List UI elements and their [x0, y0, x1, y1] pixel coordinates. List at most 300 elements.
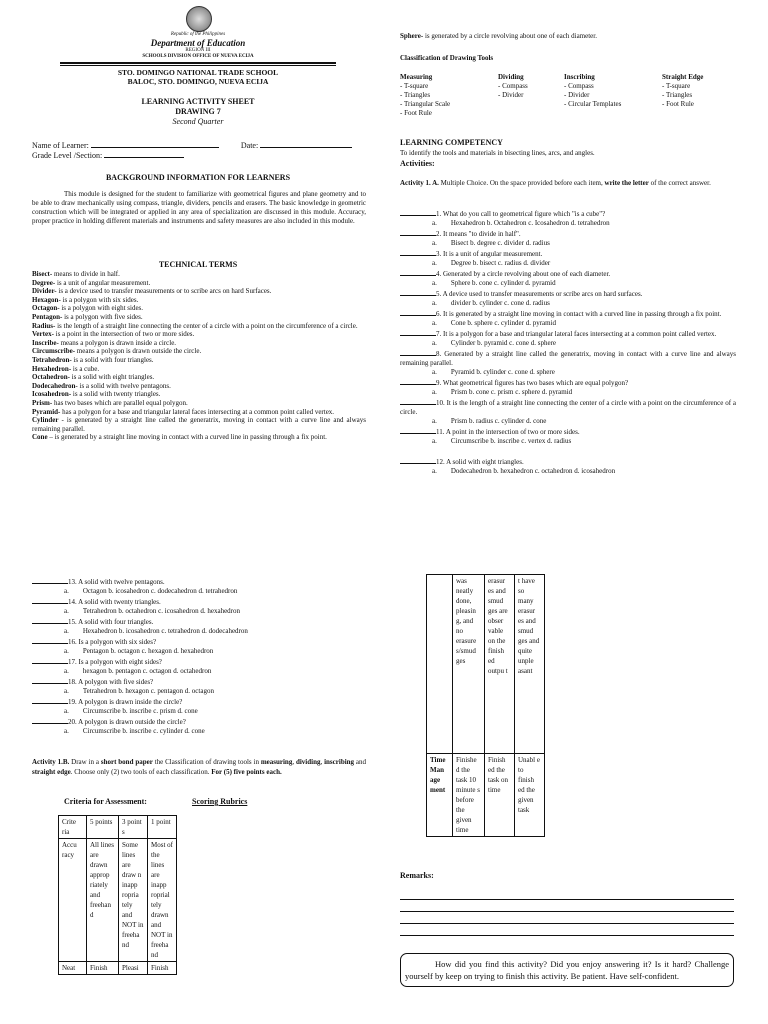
question-text: 11. A point in the intersection of two or more sides. [436, 428, 580, 436]
remarks-line[interactable] [400, 890, 734, 900]
options-text: Bisect b. degree c. divider d. radius [450, 239, 550, 247]
question-line [32, 636, 368, 647]
table-cell: 5 points [87, 816, 119, 839]
term-name: Cylinder [32, 416, 59, 425]
answer-options [400, 388, 736, 397]
term-definition: – is generated by a straight line moving in contact with a curved line in passing through a fix point. [47, 433, 327, 442]
table-cell: t have so many erasur es and smud ges and quite unple asant [515, 575, 545, 754]
table-cell: Crite ria [59, 816, 87, 839]
options-text: Circumscribe b. inscribe c. vertex d. radius [450, 437, 572, 445]
question-item [400, 377, 736, 397]
quarter-label: Second Quarter [172, 117, 224, 126]
question-line [32, 616, 368, 627]
table-cell: Some lines are draw n inapp ropria tely and NOT in freeha nd [119, 839, 148, 962]
term-name: Hexahedron- [32, 364, 72, 373]
answer-blank[interactable] [400, 426, 436, 434]
options-text: Octagon b. icosahedron c. dodecahedron d. tetrahedron [82, 587, 238, 595]
division-line: SCHOOLS DIVISION OFFICE OF NUEVA ECIJA [142, 54, 254, 59]
classification-item: - Triangles [662, 91, 693, 99]
rubric-table-right [426, 574, 545, 837]
term-item [32, 339, 366, 348]
activity1b-text-2: the Classification of drawing tools in [152, 758, 261, 766]
option-letter: a. [64, 707, 69, 715]
option-letter: a. [432, 299, 437, 307]
background-title: BACKGROUND INFORMATION FOR LEARNERS [105, 173, 291, 182]
question-item [32, 616, 368, 636]
table-cell: Pleasi [119, 962, 148, 975]
question-line [32, 576, 368, 587]
option-letter: a. [432, 467, 437, 475]
competency-text: To identify the tools and materials in bisecting lines, arcs, and angles. [400, 149, 595, 157]
options-text: Sphere b. cone c. cylinder d. pyramid [450, 279, 556, 287]
term-item [32, 390, 366, 399]
question-item [400, 288, 736, 308]
activity1-label: Activity 1. A. [400, 179, 439, 187]
classification-item: - Foot Rule [400, 109, 432, 117]
classification-item: - Foot Rule [662, 100, 694, 108]
question-item [400, 456, 736, 476]
term-name: Cone [32, 433, 48, 442]
term-name: Bisect- [32, 270, 53, 278]
term-name: Inscribe- [32, 338, 59, 347]
table-cell: Finish [148, 962, 177, 975]
table-cell: was neatly done, pleasin g, and no erasure s/smud ges [453, 575, 485, 754]
questions-list-1 [400, 208, 736, 476]
question-line [32, 676, 368, 687]
question-item [32, 716, 368, 736]
remarks-label: Remarks: [400, 871, 434, 880]
term-name: Hexagon- [32, 295, 61, 304]
option-letter: a. [432, 437, 437, 445]
question-line [400, 426, 736, 437]
option-letter: a. [432, 219, 437, 227]
sphere-definition [400, 32, 736, 41]
term-item [32, 356, 366, 365]
activity1b-text-1: Draw in a [69, 758, 101, 766]
table-cell [427, 575, 453, 754]
options-text: hexagon b. pentagon c. octagon d. octahedron [82, 667, 212, 675]
region-line: REGION III [185, 48, 211, 53]
term-item [32, 270, 366, 279]
question-text: 6. It is generated by a straight line moving in contact with a curved line in passing through a fix point. [436, 310, 722, 318]
closing-message-box: How did you find this activity? Did you enjoy answering it? Is it hard? Challenge yourself by keep on trying to finish this activity. Be patient. Have self-confident. [400, 953, 734, 987]
republic-line: Republic of the Philippines [170, 32, 226, 37]
term-definition: has two bases which are parallel equal polygon. [52, 398, 188, 407]
question-text: 17. Is a polygon with eight sides? [68, 658, 162, 666]
remarks-line[interactable] [400, 912, 734, 924]
table-cell: erasur es and smud ges are obser vable on the finish ed outpu t [485, 575, 515, 754]
classification-item: - Triangles [400, 91, 431, 99]
competency-title: LEARNING COMPETENCY [400, 138, 503, 147]
option-letter: a. [64, 667, 69, 675]
header-divider [60, 62, 336, 66]
term-name: Degree- [32, 278, 56, 287]
answer-blank[interactable] [32, 716, 68, 724]
term-item [32, 365, 366, 374]
date-label: Date: [240, 141, 259, 150]
question-text: 15. A solid with four triangles. [68, 618, 154, 626]
term-item [32, 287, 366, 296]
question-item [32, 656, 368, 676]
option-letter: a. [432, 319, 437, 327]
sphere-term: Sphere- [400, 32, 424, 40]
term-definition: is the length of a straight line connecting the center of a circle with a point on the circumference of a circle. [55, 321, 358, 330]
answer-options [400, 467, 736, 476]
term-item [32, 373, 366, 382]
term-item [32, 313, 366, 322]
term-definition: is a solid with twelve pentagons. [77, 381, 171, 390]
question-line [32, 696, 368, 707]
answer-options [400, 319, 736, 328]
term-definition: is a device used to transfer measurements or to scribe arcs on hard Surfaces. [56, 287, 272, 296]
school-name: STO. DOMINGO NATIONAL TRADE SCHOOL [117, 68, 279, 77]
term-name: Prism- [32, 398, 53, 407]
question-line [400, 248, 736, 259]
answer-options [32, 587, 368, 596]
classification-item: - Compass [498, 82, 528, 90]
answer-blank[interactable] [400, 308, 436, 316]
option-letter: a. [432, 279, 437, 287]
rubric-header-row [59, 816, 177, 839]
table-cell: Neat [59, 962, 87, 975]
grade-field[interactable] [104, 157, 184, 158]
question-item [400, 348, 736, 377]
term-item [32, 330, 366, 339]
activity1b-label: Activity 1.B. [32, 758, 70, 766]
answer-options [400, 417, 736, 426]
answer-blank[interactable] [32, 656, 68, 664]
option-letter: a. [64, 647, 69, 655]
answer-blank[interactable] [32, 596, 68, 604]
table-cell: 1 point [148, 816, 177, 839]
term-definition: is a unit of angular measurement. [55, 278, 151, 287]
option-letter: a. [64, 587, 69, 595]
background-text: This module is designed for the student to familiarize with geometrical figures and plane geometry and to be able to draw mechanically using compass, triangle, dividers, pencils and erasers. The basic knowledge in geometric construction which will be integrated or applied in any area of specialization are discussed in this module. Accuracy, proper practice in holding different materials and instruments and safety measures are also included in this module. [32, 190, 366, 225]
classification-column [498, 73, 528, 100]
rubric-accuracy-row [59, 839, 177, 962]
table-cell: Finish [87, 962, 119, 975]
options-text: Cylinder b. pyramid c. cone d. sphere [450, 339, 557, 347]
date-field[interactable] [260, 147, 352, 148]
options-text: divider b. cylinder c. cone d. radius [450, 299, 550, 307]
deped-seal-icon [186, 6, 212, 32]
classification-item: - Divider [498, 91, 524, 99]
classification-item: - Divider [564, 91, 590, 99]
table-cell: Finish ed the task on time [485, 754, 515, 837]
learner-form [32, 141, 372, 161]
answer-options [400, 219, 736, 228]
classification-heading: Inscribing [564, 73, 595, 81]
term-name: Octagon- [32, 304, 60, 313]
question-item [400, 228, 736, 248]
answer-blank[interactable] [400, 397, 436, 405]
subject-title: DRAWING 7 [175, 107, 221, 116]
question-text: 8. Generated by a straight line called the generatrix, moving in contact with a curve line and always remaining parallel. [400, 350, 736, 367]
classification-title: Classification of Drawing Tools [400, 54, 494, 62]
activity1-instructions [400, 179, 736, 188]
term-item [32, 322, 366, 331]
answer-blank[interactable] [32, 576, 68, 584]
classification-column [564, 73, 621, 109]
term-name: Divider- [32, 287, 57, 296]
table-cell: Accu racy [59, 839, 87, 962]
school-block [60, 68, 336, 86]
sheet-title: LEARNING ACTIVITY SHEET [141, 97, 255, 106]
question-item [400, 208, 736, 228]
rubric-neatness-row [59, 962, 177, 975]
answer-options [32, 627, 368, 636]
question-text: 13. A solid with twelve pentagons. [68, 578, 165, 586]
question-item [32, 576, 368, 596]
question-line [400, 377, 736, 388]
classification-item: - T-square [400, 82, 429, 90]
question-line [400, 348, 736, 368]
options-text: Circumscribe b. inscribe c. cylinder d. cone [82, 727, 205, 735]
question-line [400, 268, 736, 279]
question-line [32, 716, 368, 727]
table-cell: Finishe d the task 10 minute s before the given time [453, 754, 485, 837]
question-text: 10. It is the length of a straight line connecting the center of a circle with a point on the circumference of a circle. [400, 399, 736, 416]
activity1b-bold-1: short bond paper [100, 758, 153, 766]
term-definition: is a cube. [71, 364, 100, 373]
answer-blank[interactable] [400, 328, 436, 336]
term-definition: is a polygon with eight sides. [59, 304, 144, 313]
option-letter: a. [64, 627, 69, 635]
answer-options [400, 339, 736, 348]
activity1b-bold-2: measuring [260, 758, 293, 766]
options-text: Circumscribe b. inscribe c. prism d. cone [82, 707, 198, 715]
term-definition: is a solid with eight triangles. [69, 373, 155, 382]
answer-blank[interactable] [400, 228, 436, 236]
option-letter: a. [432, 417, 437, 425]
option-letter: a. [432, 339, 437, 347]
term-name: Icosahedron- [32, 390, 72, 399]
question-item [400, 426, 736, 446]
activity1b-text-4: , [320, 758, 325, 766]
option-letter: a. [432, 388, 437, 396]
activity1-bold: write the letter [604, 179, 649, 187]
question-text: 2. It means "to divide in half". [436, 230, 521, 238]
classification-heading: Dividing [498, 73, 524, 81]
answer-blank[interactable] [400, 208, 436, 216]
options-text: Tetrahedron b. octahedron c. icosahedron d. hexahedron [82, 607, 241, 615]
term-name: Dodecahedron- [32, 381, 78, 390]
name-field[interactable] [91, 147, 219, 148]
classification-item: - Circular Templates [564, 100, 622, 108]
grade-label: Grade Level /Section: [32, 151, 103, 160]
term-definition: means a polygon is drawn outside the circle. [75, 347, 202, 356]
term-definition: is a polygon with five sides. [62, 312, 143, 321]
answer-options [32, 687, 368, 696]
classification-item: - T-square [662, 82, 691, 90]
activity1b-bold-4: inscribing [324, 758, 355, 766]
activity1b-bold-6: For (5) five points each. [211, 768, 282, 776]
classification-column [662, 73, 703, 109]
questions-list-2 [32, 576, 368, 736]
activity1b-text-6: . Choose only (2) two tools of each classification. [70, 768, 212, 776]
question-item [32, 696, 368, 716]
activity1-text: Multiple Choice. On the space provided before each item, [438, 179, 605, 187]
question-line [400, 208, 736, 219]
question-text: 19. A polygon is drawn inside the circle? [68, 698, 183, 706]
term-name: Pentagon- [32, 312, 63, 321]
classification-item: - Compass [564, 82, 594, 90]
term-item [32, 382, 366, 391]
options-text: Prism b. radius c. cylinder d. cone [450, 417, 547, 425]
terms-list [32, 270, 366, 442]
answer-blank[interactable] [32, 616, 68, 624]
question-line [400, 328, 736, 339]
answer-blank[interactable] [32, 696, 68, 704]
term-definition: means a polygon is drawn inside a circle. [58, 338, 177, 347]
term-item [32, 399, 366, 408]
activity1b-instructions [32, 757, 366, 777]
activity1b-bold-5: straight edge [32, 768, 71, 776]
options-text: Degree b. bisect c. radius d. divider [450, 259, 551, 267]
answer-options [400, 279, 736, 288]
term-name: Tetrahedron- [32, 355, 72, 364]
question-line [400, 397, 736, 417]
answer-options [400, 368, 736, 377]
rubric-table-left [58, 815, 177, 975]
table-cell: Most of the lines are inapp roprial tely drawn and NOT in freeha nd [148, 839, 177, 962]
school-address: BALOC, STO. DOMINGO, NUEVA ECIJA [127, 77, 269, 86]
table-cell: 3 point s [119, 816, 148, 839]
sheet-title-block [60, 97, 336, 127]
term-definition: is a point in the intersection of two or more sides. [53, 330, 195, 339]
question-line [400, 228, 736, 239]
term-name: Pyramid- [32, 407, 61, 416]
activities-label: Activities: [400, 159, 435, 168]
sphere-def: is generated by a circle revolving about one of each diameter. [423, 32, 597, 40]
remarks-line[interactable] [400, 924, 734, 936]
letterhead [60, 32, 336, 66]
question-text: 3. It is a unit of angular measurement. [436, 250, 543, 258]
option-letter: a. [432, 368, 437, 376]
question-text: 5. A device used to transfer measurements or scribe arcs on hard surfaces. [436, 290, 643, 298]
term-item [32, 296, 366, 305]
classification-column [400, 73, 450, 118]
answer-options [32, 647, 368, 656]
term-definition: is a polygon with six sides. [60, 295, 139, 304]
option-letter: a. [432, 259, 437, 267]
question-line [32, 656, 368, 667]
classification-heading: Measuring [400, 73, 433, 81]
term-name: Radius- [32, 321, 56, 330]
term-definition: has a polygon for a base and triangular lateral faces intersecting at a common point called vertex. [60, 407, 335, 416]
term-name: Octahedron- [32, 373, 70, 382]
answer-blank[interactable] [32, 636, 68, 644]
option-letter: a. [64, 687, 69, 695]
options-text: Hexahedron b. Octahedron c. Icosahedron d. tetrahedron [450, 219, 610, 227]
question-item [400, 308, 736, 328]
term-item [32, 279, 366, 288]
question-text: 18. A polygon with five sides? [68, 678, 154, 686]
question-line [400, 288, 736, 299]
answer-blank[interactable] [400, 248, 436, 256]
option-letter: a. [64, 607, 69, 615]
answer-options [400, 437, 736, 446]
answer-blank[interactable] [400, 268, 436, 276]
activity1b-bold-3: dividing [295, 758, 321, 766]
options-text: Prism b. cone c. prism c. sphere d. pyramid [450, 388, 573, 396]
term-item [32, 408, 366, 417]
rubric-neatness-cont-row [427, 575, 545, 754]
activity1-text2: of the correct answer. [648, 179, 711, 187]
table-cell: All lines are drawn approp riately and freehan d [87, 839, 119, 962]
question-text: 12. A solid with eight triangles. [436, 458, 524, 466]
question-text: 9. What geometrical figures has two bases which are equal polygon? [436, 379, 629, 387]
term-item [32, 416, 366, 433]
answer-blank[interactable] [400, 288, 436, 296]
table-cell: Unabl e to finish ed the given task [515, 754, 545, 837]
answer-options [32, 607, 368, 616]
remarks-line[interactable] [400, 900, 734, 912]
rubric-time-row [427, 754, 545, 837]
question-item [400, 248, 736, 268]
options-text: Pentagon b. octagon c. hexagon d. hexahedron [82, 647, 214, 655]
rubric-title: Scoring Rubrics [192, 797, 248, 806]
question-item [32, 676, 368, 696]
term-item [32, 433, 366, 442]
activity1b-text-5: and [354, 758, 367, 766]
question-text: 1. What do you call to geometrical figure which "is a cube"? [436, 210, 606, 218]
term-definition: is a solid with twenty triangles. [71, 390, 161, 399]
answer-options [400, 299, 736, 308]
term-name: Circumscribe- [32, 347, 76, 356]
classification-item: - Triangular Scale [400, 100, 451, 108]
question-text: 4. Generated by a circle revolving about one of each diameter. [436, 270, 611, 278]
term-definition: - is generated by a straight line called the generatrix, moving in contact with a curve line and always remaining parallel. [32, 416, 366, 433]
answer-options [400, 259, 736, 268]
answer-blank[interactable] [32, 676, 68, 684]
term-item [32, 347, 366, 356]
term-item [32, 304, 366, 313]
option-letter: a. [432, 239, 437, 247]
option-letter: a. [64, 727, 69, 735]
answer-options [32, 707, 368, 716]
question-line [32, 596, 368, 607]
classification-heading: Straight Edge [662, 73, 704, 81]
options-text: Tetrahedron b. hexagon c. pentagon d. octagon [82, 687, 214, 695]
question-item [400, 328, 736, 348]
term-definition: is a solid with four triangles. [71, 355, 154, 364]
question-text: 7. It is a polygon for a base and triangular lateral faces intersecting at a common point called vertex. [436, 330, 717, 338]
options-text: Cone b. sphere c. cylinder d. pyramid [450, 319, 557, 327]
remarks-lines[interactable] [400, 890, 734, 936]
answer-options [32, 727, 368, 736]
question-text: 20. A polygon is drawn outside the circle? [68, 718, 186, 726]
question-item [32, 636, 368, 656]
options-text: Dodecahedron b. hexahedron c. octahedron d. icosahedron [450, 467, 616, 475]
terms-title: TECHNICAL TERMS [158, 260, 238, 269]
answer-blank[interactable] [400, 348, 436, 356]
question-text: 14. A solid with twenty triangles. [68, 598, 161, 606]
answer-blank[interactable] [400, 377, 436, 385]
name-label: Name of Learner: [32, 141, 89, 150]
answer-blank[interactable] [400, 456, 436, 464]
question-line [400, 308, 736, 319]
term-name: Vertex- [32, 330, 54, 339]
options-text: Pyramid b. cylinder c. cone d. sphere [450, 368, 555, 376]
activity1b-text-3: , [292, 758, 296, 766]
answer-options [400, 239, 736, 248]
options-text: Hexahedron b. icosahedron c. tetrahedron d. dodecahedron [82, 627, 248, 635]
question-item [32, 596, 368, 616]
answer-options [32, 667, 368, 676]
term-definition: means to divide in half. [52, 270, 120, 278]
question-item [400, 397, 736, 426]
